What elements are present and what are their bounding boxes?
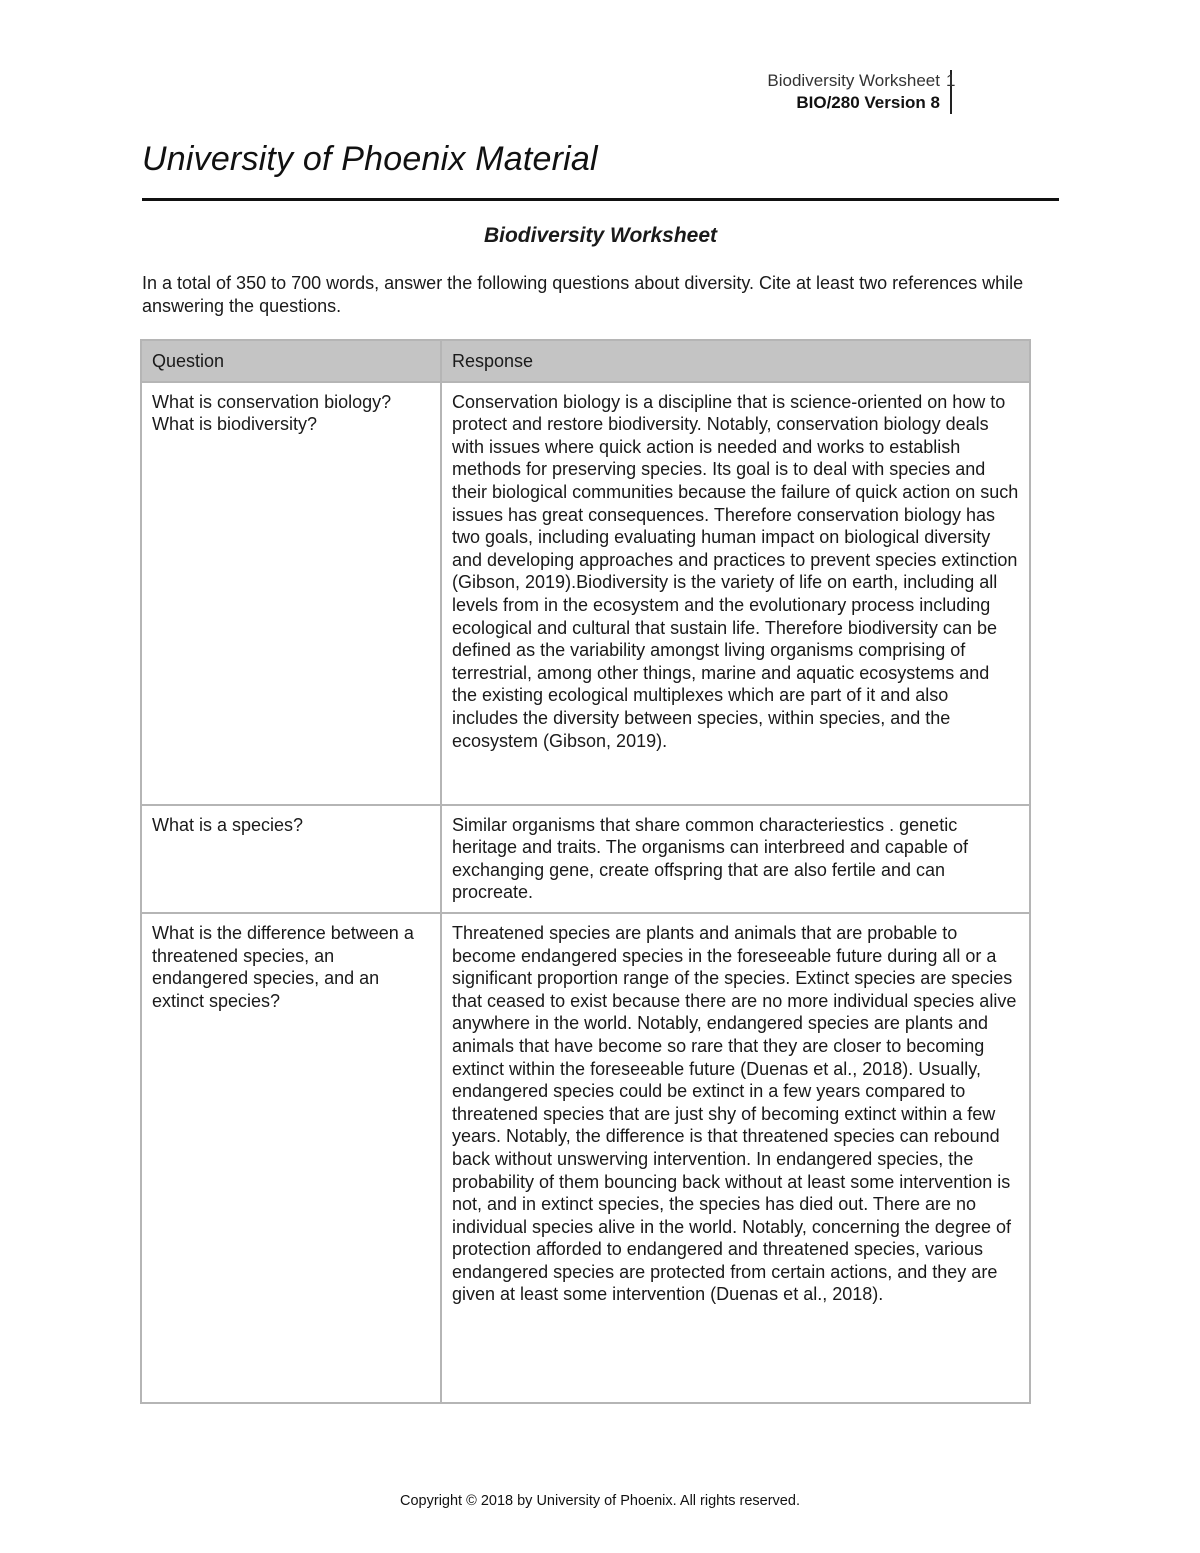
response-cell: Conservation biology is a discipline that is science-oriented on how to protect and restore biodiversity. Notably, conservation biology deals with issues where quick action is needed and works to establish methods for preserving species. Its goal is to deal with species and their biological communities because the failure of quick action on such issues has great consequences. Therefore conservation biology has two goals, including evaluating human impact on biological diversity and developing approaches and practices to prevent species extinction (Gibson, 2019).Biodiversity is the variety of life on earth, including all levels from in the ecosystem and the evolutionary process including ecological and cultural that sustain life. Therefore biodiversity can be defined as the variability amongst living organisms comprising of terrestrial, among other things, marine and aquatic ecosystems and the existing ecological multiplexes which are part of it and also includes the diversity between species, within species, and the ecosystem (Gibson, 2019). bbox=[441, 382, 1030, 805]
header-version: BIO/280 Version 8 bbox=[796, 93, 940, 112]
question-response-table bbox=[140, 339, 1031, 1404]
table-row bbox=[141, 805, 1030, 913]
response-cell: Similar organisms that share common characteriestics . genetic heritage and traits. The organisms can interbreed and capable of exchanging gene, create offspring that are also fertile and can procreate. bbox=[441, 805, 1030, 913]
copyright-footer: Copyright © 2018 by University of Phoenix. All rights reserved. bbox=[400, 1493, 800, 1509]
worksheet-title: Biodiversity Worksheet bbox=[483, 224, 718, 247]
question-cell: What is a species? bbox=[141, 805, 441, 913]
table-row bbox=[141, 913, 1030, 1403]
instructions: In a total of 350 to 700 words, answer the following questions about diversity. Cite at least two references while answering the questions. bbox=[142, 273, 1024, 316]
header-response: Response bbox=[441, 340, 1030, 382]
page-number: 1 bbox=[946, 71, 956, 90]
title-divider bbox=[142, 198, 1059, 201]
header-doc-name: Biodiversity Worksheet bbox=[767, 71, 940, 90]
table-header-row bbox=[141, 340, 1030, 382]
response-cell: Threatened species are plants and animals that are probable to become endangered species in the foreseeable future during all or a significant proportion range of the species. Extinct species are species that ceased to exist because there are no more individual species alive anywhere in the world. Notably, endangered species are plants and animals that have become so rare that they are closer to becoming extinct within the foreseeable future (Duenas et al., 2018). Usually, endangered species could be extinct in a few years compared to threatened species that are just shy of becoming extinct within a few years. Notably, the difference is that threatened species can rebound back without unswerving intervention. In endangered species, the probability of them bouncing back without at least some intervention is not, and in extinct species, the species has died out. There are no individual species alive in the world. Notably, concerning the degree of protection afforded to endangered and threatened species, various endangered species are protected from certain actions, and they are given at least some intervention (Duenas et al., 2018). bbox=[441, 913, 1030, 1403]
question-cell: What is conservation biology? What is biodiversity? bbox=[141, 382, 441, 805]
page-title: University of Phoenix Material bbox=[142, 140, 598, 178]
header-question: Question bbox=[141, 340, 441, 382]
question-cell: What is the difference between a threatened species, an endangered species, and an extinct species? bbox=[141, 913, 441, 1403]
table-row bbox=[141, 382, 1030, 805]
running-header bbox=[767, 70, 952, 114]
